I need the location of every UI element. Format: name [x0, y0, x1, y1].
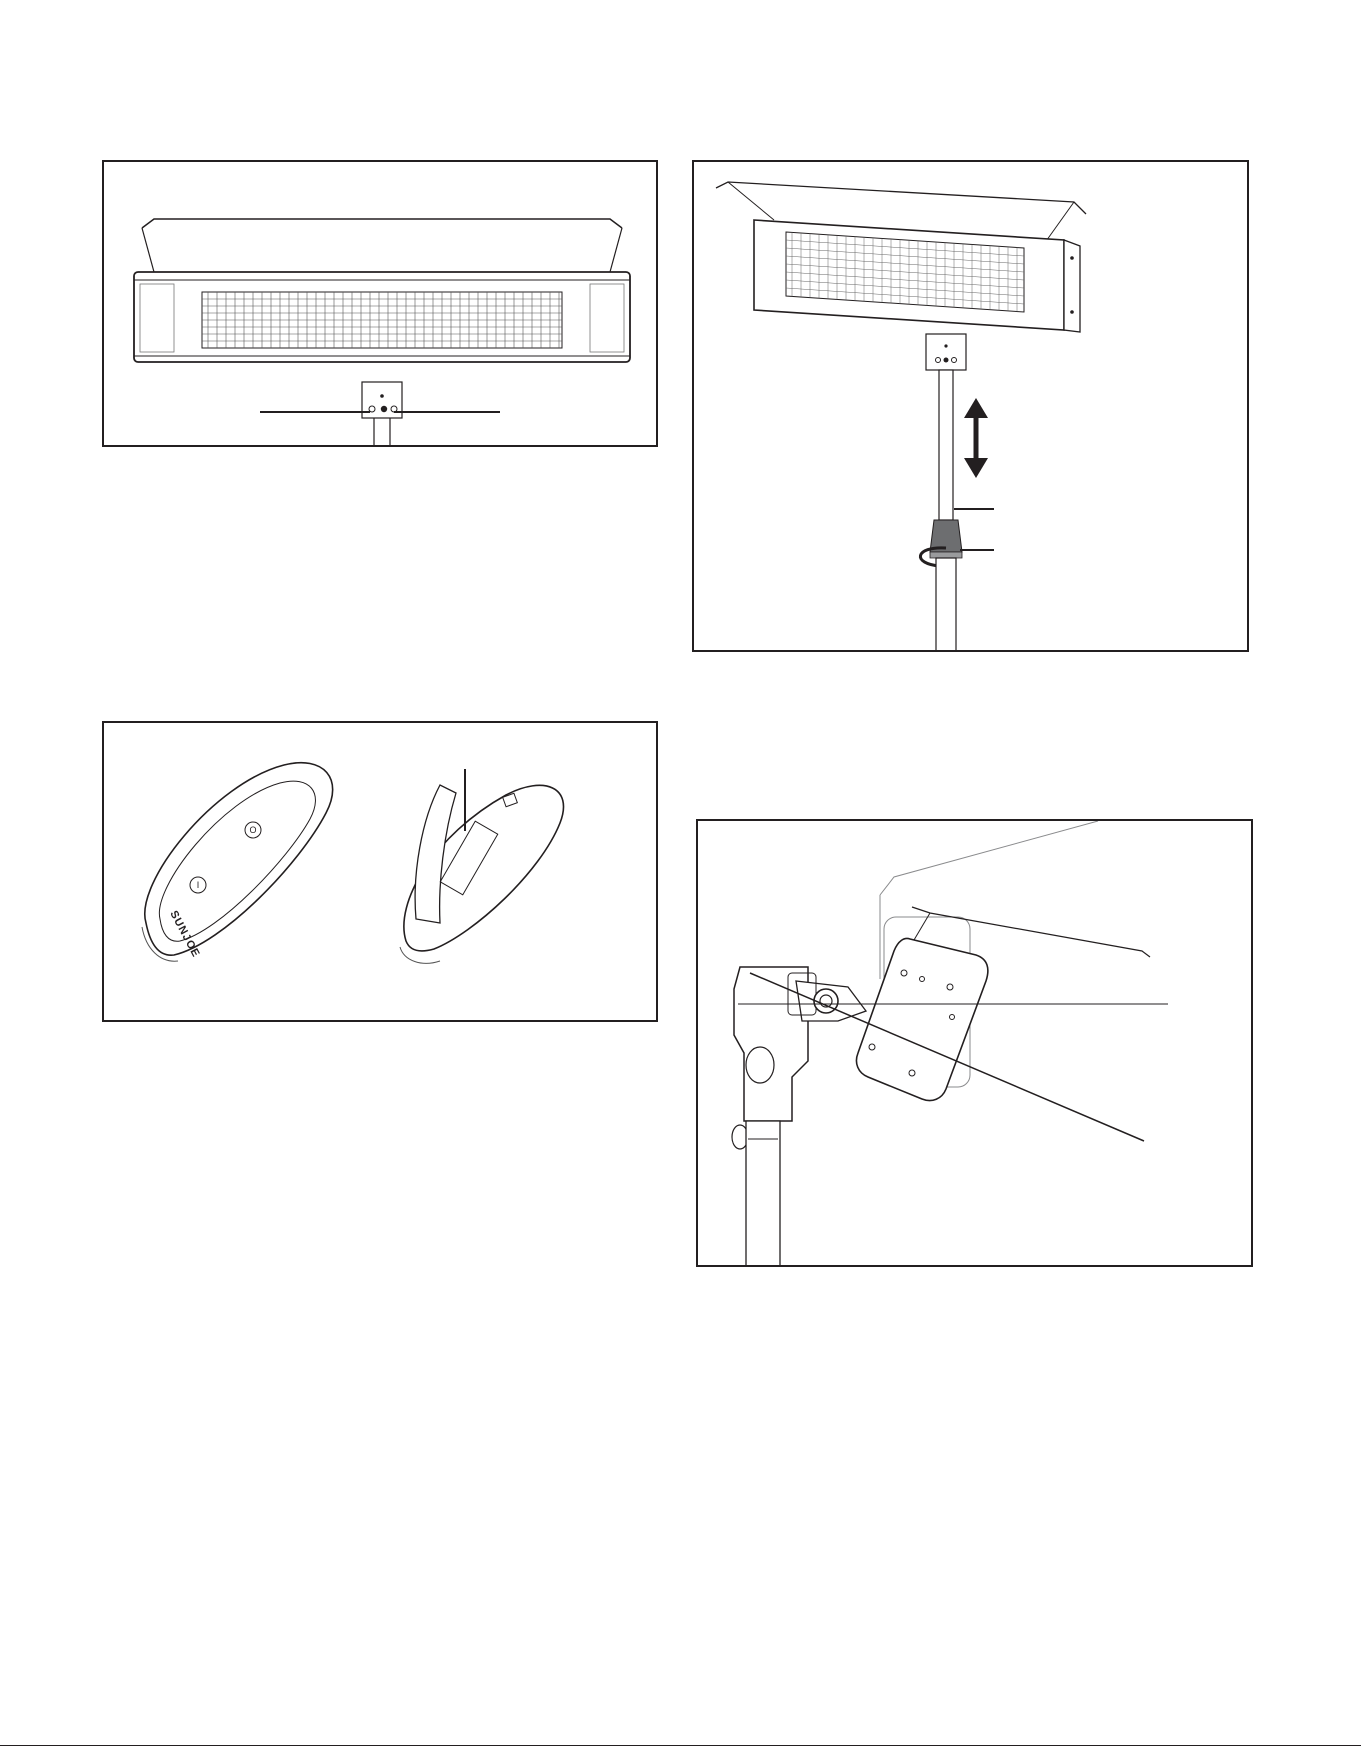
remote-brand-label: SUNJOE — [167, 908, 203, 960]
power-off-glyph: O — [249, 825, 257, 835]
remote-control-illustration — [104, 723, 658, 1022]
inner-pole — [939, 370, 953, 520]
footer-rule — [0, 1745, 1361, 1746]
height-adjust-illustration — [694, 162, 1249, 652]
control-box — [926, 334, 966, 370]
receiver-sensor-icon — [381, 406, 387, 412]
up-down-arrow-icon — [964, 398, 988, 478]
figure-height-adjust — [692, 160, 1249, 652]
indicator-light-icon — [380, 394, 384, 398]
figure-tilt-adjust — [696, 819, 1253, 1267]
tilt-adjust-illustration — [698, 821, 1253, 1267]
remote-battery-open — [400, 769, 564, 963]
heater-front-illustration — [104, 162, 658, 447]
reflector-hood — [716, 182, 1086, 214]
figure-remote-control — [102, 721, 658, 1022]
reflector-hood — [142, 219, 622, 228]
pole — [746, 1121, 780, 1267]
power-on-glyph: I — [196, 880, 200, 890]
outer-pole — [936, 558, 956, 652]
remote-front — [142, 763, 333, 961]
figure-heater-controls — [102, 160, 658, 447]
heater-end-cap — [856, 939, 987, 1101]
